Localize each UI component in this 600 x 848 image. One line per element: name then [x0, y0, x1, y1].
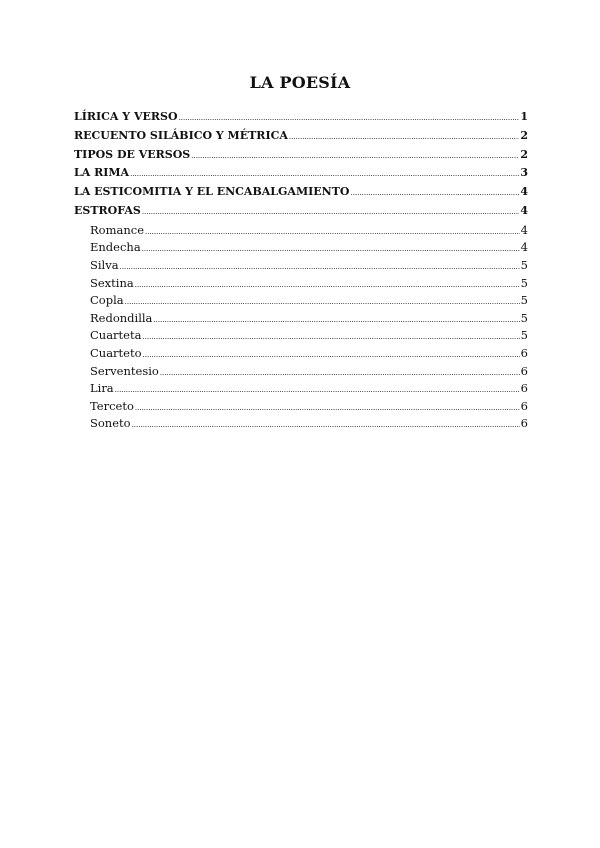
toc-page-number: 6	[520, 363, 528, 378]
toc-page-number: 5	[520, 310, 528, 325]
toc-entry-label: Redondilla	[90, 310, 153, 325]
toc-entry-label: Sextina	[90, 275, 134, 290]
toc-entry-label: Serventesio	[90, 363, 159, 378]
page-title: LA POESÍA	[249, 73, 351, 92]
toc-entry-label: Cuarteta	[90, 328, 142, 343]
toc-entry-estrofas[interactable]	[74, 204, 528, 223]
toc-entry-sextina[interactable]	[74, 276, 528, 294]
toc-dot-leader	[130, 166, 519, 179]
toc-entry-endecha[interactable]	[74, 240, 528, 258]
toc-dot-leader	[132, 416, 520, 430]
toc-entry-cuarteto[interactable]	[74, 346, 528, 364]
toc-entry-label: Silva	[90, 257, 119, 272]
toc-page-number: 2	[520, 128, 528, 142]
toc-dot-leader	[145, 223, 520, 237]
toc-page-number: 3	[520, 166, 528, 180]
toc-entry-silva[interactable]	[74, 258, 528, 276]
toc-dot-leader	[135, 276, 520, 290]
toc-entry-label: LÍRICA Y VERSO	[74, 110, 178, 123]
toc-entry-label: Cuarteto	[90, 345, 142, 360]
toc-entry-romance[interactable]	[74, 223, 528, 241]
toc-dot-leader	[289, 129, 519, 142]
toc-page-number: 6	[520, 381, 528, 396]
toc-page-number: 2	[520, 147, 528, 161]
toc-entry-label: Copla	[90, 293, 124, 308]
toc-page-number: 4	[520, 185, 528, 199]
toc-dot-leader	[142, 204, 519, 217]
table-of-contents	[74, 110, 528, 434]
toc-entry-la-rima[interactable]	[74, 166, 528, 185]
toc-dot-leader	[191, 148, 519, 161]
toc-entry-label: TIPOS DE VERSOS	[74, 147, 191, 161]
toc-dot-leader	[153, 311, 519, 325]
toc-dot-leader	[143, 346, 520, 360]
toc-entry-lirica-y-verso[interactable]	[74, 110, 528, 129]
toc-dot-leader	[125, 293, 520, 307]
toc-entry-label: ESTROFAS	[74, 203, 141, 217]
toc-entry-serventesio[interactable]	[74, 364, 528, 382]
toc-entry-label: RECUENTO SILÁBICO Y MÉTRICA	[74, 128, 288, 142]
toc-dot-leader	[179, 110, 520, 123]
toc-page-number: 1	[520, 110, 528, 123]
toc-entry-soneto[interactable]	[74, 416, 528, 434]
toc-dot-leader	[142, 328, 519, 342]
toc-entry-label: LA ESTICOMITIA Y EL ENCABALGAMIENTO	[74, 185, 350, 199]
toc-dot-leader	[115, 381, 520, 395]
toc-page-number: 4	[520, 222, 528, 237]
toc-dot-leader	[120, 258, 520, 272]
toc-page-number: 5	[520, 328, 528, 343]
toc-dot-leader	[351, 185, 520, 198]
toc-entry-lira[interactable]	[74, 381, 528, 399]
toc-dot-leader	[142, 240, 520, 254]
toc-entry-tipos-de-versos[interactable]	[74, 148, 528, 167]
toc-page-number: 4	[520, 240, 528, 255]
toc-entry-label: Romance	[90, 222, 144, 237]
toc-entry-label: Soneto	[90, 416, 131, 431]
toc-page-number: 5	[520, 293, 528, 308]
toc-entry-esticomitia[interactable]	[74, 185, 528, 204]
toc-entry-label: Terceto	[90, 398, 134, 413]
toc-page-number: 6	[520, 398, 528, 413]
toc-entry-redondilla[interactable]	[74, 311, 528, 329]
toc-page-number: 6	[520, 345, 528, 360]
toc-entry-label: Lira	[90, 381, 114, 396]
toc-entry-cuarteta[interactable]	[74, 328, 528, 346]
toc-dot-leader	[160, 364, 520, 378]
toc-dot-leader	[135, 399, 520, 413]
toc-page-number: 6	[520, 416, 528, 431]
toc-entry-label: LA RIMA	[74, 166, 130, 180]
toc-page-number: 4	[520, 203, 528, 217]
toc-entry-copla[interactable]	[74, 293, 528, 311]
toc-page-number: 5	[520, 275, 528, 290]
toc-entry-recuento-silabico[interactable]	[74, 129, 528, 148]
toc-page-number: 5	[520, 257, 528, 272]
toc-entry-label: Endecha	[90, 240, 141, 255]
toc-entry-terceto[interactable]	[74, 399, 528, 417]
